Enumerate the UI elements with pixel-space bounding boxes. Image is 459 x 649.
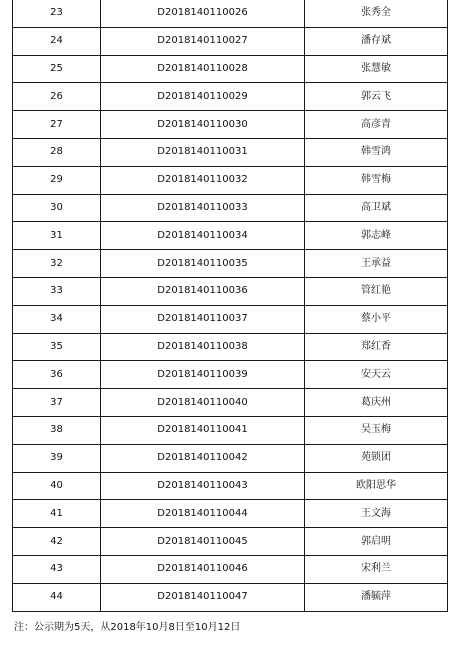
table-row: [13, 472, 448, 500]
row-id-cell: D2018140110036: [101, 277, 305, 305]
row-seq-cell: 29: [13, 166, 101, 194]
row-name-cell: 欧阳思华: [305, 472, 448, 500]
table-row: [13, 277, 448, 305]
row-name-cell: 宋利兰: [305, 555, 448, 583]
table-row: [13, 555, 448, 583]
row-seq-cell: 28: [13, 138, 101, 166]
row-id-cell: D2018140110037: [101, 305, 305, 333]
row-name-cell: 王文海: [305, 500, 448, 528]
table-row: [13, 444, 448, 472]
row-id-cell: D2018140110044: [101, 500, 305, 528]
table-row: [13, 0, 448, 27]
row-name-cell: 潘存斌: [305, 27, 448, 55]
row-id-cell: D2018140110034: [101, 222, 305, 250]
row-name-cell: 管红艳: [305, 277, 448, 305]
table-row: [13, 222, 448, 250]
row-seq-cell: 38: [13, 416, 101, 444]
row-seq-cell: 43: [13, 555, 101, 583]
row-name-cell: 吴玉梅: [305, 416, 448, 444]
roster-table: [12, 0, 448, 612]
row-id-cell: D2018140110040: [101, 389, 305, 417]
table-row: [13, 83, 448, 111]
table-row: [13, 528, 448, 556]
row-name-cell: 蔡小平: [305, 305, 448, 333]
row-id-cell: D2018140110027: [101, 27, 305, 55]
table-row: [13, 361, 448, 389]
table-row: [13, 166, 448, 194]
row-name-cell: 郭启明: [305, 528, 448, 556]
table-row: [13, 250, 448, 278]
row-name-cell: 高卫斌: [305, 194, 448, 222]
row-seq-cell: 36: [13, 361, 101, 389]
row-name-cell: 高彦青: [305, 111, 448, 139]
row-name-cell: 潘毓萍: [305, 583, 448, 611]
roster-table-body: [13, 0, 448, 611]
table-row: [13, 583, 448, 611]
row-seq-cell: 25: [13, 55, 101, 83]
row-name-cell: 苑锁团: [305, 444, 448, 472]
row-id-cell: D2018140110038: [101, 333, 305, 361]
row-id-cell: D2018140110032: [101, 166, 305, 194]
table-row: [13, 194, 448, 222]
row-seq-cell: 30: [13, 194, 101, 222]
row-id-cell: D2018140110029: [101, 83, 305, 111]
row-name-cell: 郭志峰: [305, 222, 448, 250]
row-id-cell: D2018140110043: [101, 472, 305, 500]
table-row: [13, 333, 448, 361]
row-name-cell: 郑红香: [305, 333, 448, 361]
row-name-cell: 韩雪鸿: [305, 138, 448, 166]
row-id-cell: D2018140110033: [101, 194, 305, 222]
table-row: [13, 27, 448, 55]
row-seq-cell: 27: [13, 111, 101, 139]
row-seq-cell: 24: [13, 27, 101, 55]
row-id-cell: D2018140110031: [101, 138, 305, 166]
row-seq-cell: 33: [13, 277, 101, 305]
row-name-cell: 张秀全: [305, 0, 448, 27]
row-name-cell: 韩雪梅: [305, 166, 448, 194]
row-id-cell: D2018140110041: [101, 416, 305, 444]
row-seq-cell: 44: [13, 583, 101, 611]
table-row: [13, 416, 448, 444]
row-name-cell: 郭云飞: [305, 83, 448, 111]
row-seq-cell: 23: [13, 0, 101, 27]
row-id-cell: D2018140110030: [101, 111, 305, 139]
row-id-cell: D2018140110046: [101, 555, 305, 583]
row-seq-cell: 39: [13, 444, 101, 472]
table-row: [13, 111, 448, 139]
table-row: [13, 500, 448, 528]
row-id-cell: D2018140110026: [101, 0, 305, 27]
table-row: [13, 138, 448, 166]
row-seq-cell: 41: [13, 500, 101, 528]
footnote: 注：公示期为5天，从2018年10月8日至10月12日: [14, 622, 241, 633]
row-name-cell: 王承益: [305, 250, 448, 278]
row-id-cell: D2018140110028: [101, 55, 305, 83]
row-seq-cell: 26: [13, 83, 101, 111]
row-seq-cell: 31: [13, 222, 101, 250]
row-name-cell: 安天云: [305, 361, 448, 389]
row-seq-cell: 40: [13, 472, 101, 500]
row-id-cell: D2018140110047: [101, 583, 305, 611]
row-id-cell: D2018140110042: [101, 444, 305, 472]
row-id-cell: D2018140110039: [101, 361, 305, 389]
row-id-cell: D2018140110045: [101, 528, 305, 556]
row-seq-cell: 34: [13, 305, 101, 333]
table-row: [13, 55, 448, 83]
row-id-cell: D2018140110035: [101, 250, 305, 278]
row-seq-cell: 35: [13, 333, 101, 361]
table-row: [13, 389, 448, 417]
table-row: [13, 305, 448, 333]
row-name-cell: 张慧敏: [305, 55, 448, 83]
row-seq-cell: 32: [13, 250, 101, 278]
row-seq-cell: 42: [13, 528, 101, 556]
row-seq-cell: 37: [13, 389, 101, 417]
row-name-cell: 葛庆州: [305, 389, 448, 417]
